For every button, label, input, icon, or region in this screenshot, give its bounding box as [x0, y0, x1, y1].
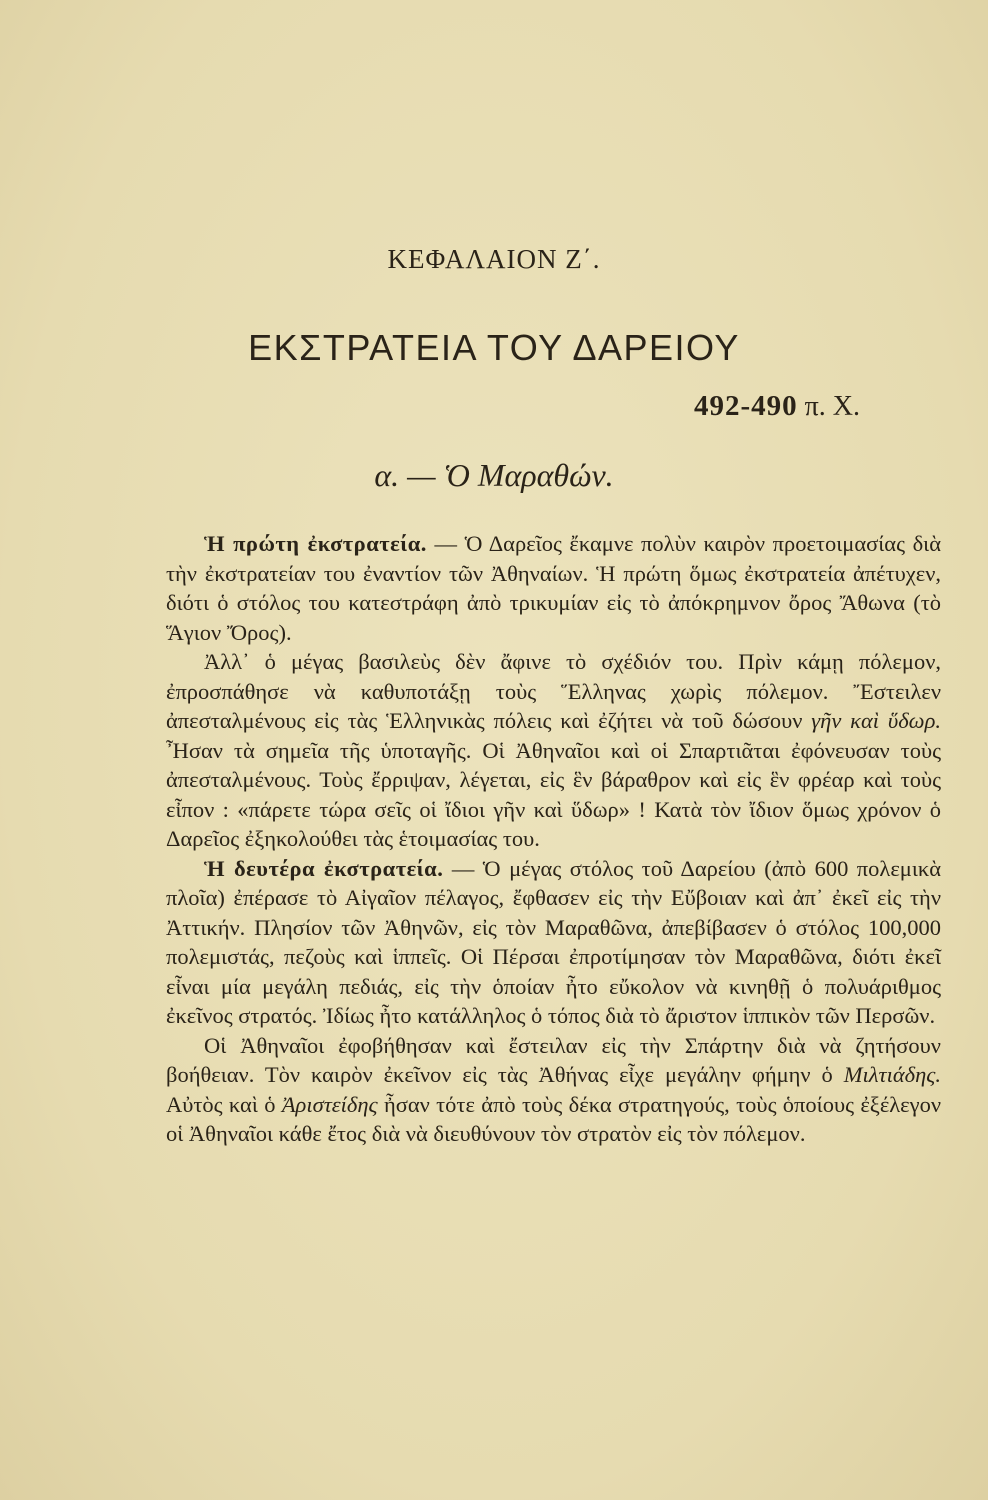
paragraph-text: Ἀλλ᾿ ὁ μέγας βασιλεὺς δὲν ἄφινε τὸ σχέδιόν του. Πρὶν κάμῃ πόλεμον, ἐπροσπάθησε νὰ καθυποτάξῃ τοὺς Ἕλληνας χωρὶς πόλεμον. Ἔστειλεν ἀπεσταλμένους εἰς τὰς Ἑλληνικὰς πόλεις καὶ ἐζήτει νὰ τοῦ δώσουν — [166, 649, 941, 733]
subhead-second-campaign: Ἡ δευτέρα ἐκστρατεία. — [204, 855, 444, 881]
date-era: π. Χ. — [804, 391, 860, 422]
chapter-label: ΚΕΦΑΛΑΙΟΝ Ζ΄. — [387, 244, 601, 274]
paragraph-second-campaign — [166, 854, 941, 1031]
chapter-title: ΕΚΣΤΡΑΤΕΙΑ ΤΟΥ ΔΑΡΕΙΟΥ — [248, 327, 740, 368]
section-heading: α. — Ὁ Μαραθών. — [374, 457, 614, 493]
subhead-first-campaign: Ἡ πρώτη ἐκστρατεία. — [204, 531, 427, 556]
paragraph-text: — Ὁ Δαρεῖος ἔκαμνε πολὺν καιρὸν προετοιμασίας διὰ τὴν ἐκστρατείαν του ἐναντίον τῶν Ἀθηναίων. Ἡ πρώτη ὅμως ἐκστρατεία ἀπέτυχεν, διότι ὁ στόλος του κατεστράφη ἀπὸ τρικυμίαν εἰς τὸ ἀπόκρημνον ὄρος Ἄθωνα (τὸ Ἅγιον Ὄρος). — [166, 531, 942, 645]
paragraph-first-campaign — [166, 529, 941, 647]
paragraph-athenians — [166, 1031, 941, 1149]
date-years: 492-490 — [693, 390, 798, 422]
paragraph-text: Ἦσαν τὰ σημεῖα τῆς ὑποταγῆς. Οἱ Ἀθηναῖοι καὶ οἱ Σπαρτιᾶται ἐφόνευσαν τοὺς ἀπεσταλμένους. Τοὺς ἔρριψαν, λέγεται, εἰς ἓν βάραθρον καὶ εἰς ἓν φρέαρ καὶ τοὺς εἶπον : «πάρετε τώρα σεῖς οἱ ἴδιοι γῆν καὶ ὕδωρ» ! Κατὰ τὸν ἴδιον ὅμως χρόνον ὁ Δαρεῖος ἐξηκολούθει τὰς ἑτοιμασίας του. — [166, 737, 941, 851]
paragraph-text: — Ὁ μέγας στόλος τοῦ Δαρείου (ἀπὸ 600 πολεμικὰ πλοῖα) ἐπέρασε τὸ Αἰγαῖον πέλαγος, ἔφθασεν εἰς τὴν Εὔβοιαν καὶ ἀπ᾿ ἐκεῖ εἰς τὴν Ἀττικήν. Πλησίον τῶν Ἀθηνῶν, εἰς τὸν Μαραθῶνα, ἀπεβίβασεν ὁ στόλος 100,000 πολεμιστάς, πεζοὺς καὶ ἱππεῖς. Οἱ Πέρσαι ἐπροτίμησαν τὸν Μαραθῶνα, διότι ἐκεῖ εἶναι μία μεγάλη πεδιάς, εἰς τὴν ὁποίαν ἦτο εὔκολον νὰ κινηθῇ ὁ πολυάριθμος ἐκεῖνος στρατός. Ἰδίως ἦτο κατάλληλος ὁ τόπος διὰ τὸ ἄριστον ἱππικὸν τῶν Περσῶν. — [166, 855, 942, 1028]
paragraph-text: ἦσαν τότε ἀπὸ τοὺς δέκα στρατηγούς, τοὺς ὁποίους ἐξέλεγον οἱ Ἀθηναῖοι κάθε ἔτος διὰ νὰ διευθύνουν τὸν στρατὸν εἰς τὸν πόλεμον. — [166, 1091, 941, 1146]
paragraph-demands — [166, 647, 941, 854]
name-aristeides: Ἀριστείδης — [281, 1091, 378, 1117]
emphasis-earth-water: γῆν καὶ ὕδωρ. — [811, 708, 941, 733]
body-text — [166, 529, 941, 1149]
name-miltiades: Μιλτιάδης. — [843, 1062, 942, 1087]
date-range — [694, 390, 860, 423]
paragraph-text: Αὐτὸς καὶ ὁ — [166, 1091, 276, 1117]
paragraph-text: Οἱ Ἀθηναῖοι ἐφοβήθησαν καὶ ἔστειλαν εἰς τὴν Σπάρτην διὰ νὰ ζητήσουν βοήθειαν. Τὸν καιρὸν ἐκεῖνον εἰς τὰς Ἀθήνας εἶχε μεγάλην φήμην ὁ — [166, 1032, 941, 1087]
